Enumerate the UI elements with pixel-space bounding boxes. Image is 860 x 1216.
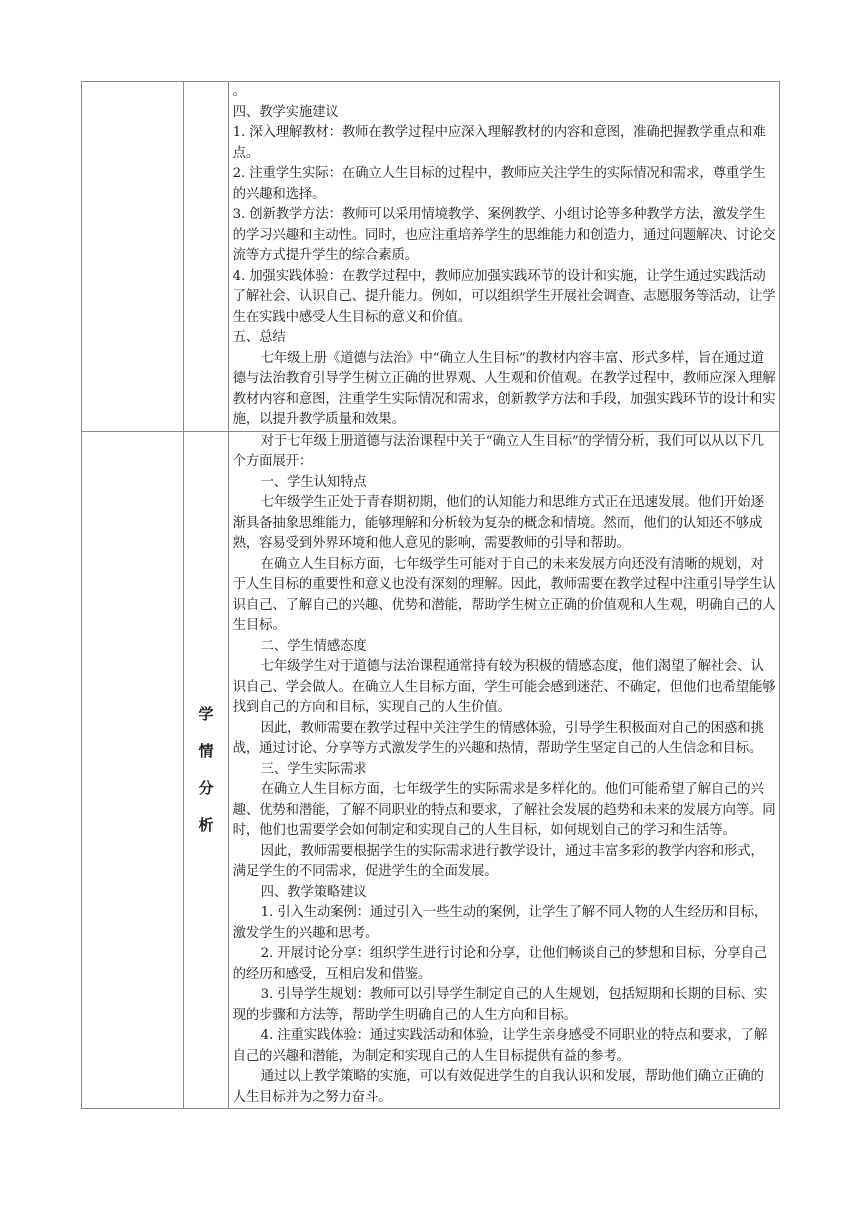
row-label-char: 情 — [198, 741, 214, 760]
list-item: 1. 深入理解教材：教师在教学过程中应深入理解教材的内容和意图，准确把握教学重点和难点。 — [232, 125, 766, 161]
paragraph: 七年级学生对于道德与法治课程通常持有较为积极的情感态度，他们渴望了解社会、认识自己、学会做人。在确立人生目标方面，学生可能会感到迷茫、不确定，但他们也希望能够找到自己的方向和目标，实现自己的人生价值。 — [232, 659, 776, 715]
list-item: 3. 引导学生规划：教师可以引导学生制定自己的人生规划，包括短期和长期的目标、实现的步骤和方法等，帮助学生明确自己的人生方向和目标。 — [232, 987, 768, 1023]
paragraph: 在确立人生目标方面，七年级学生的实际需求是多样化的。他们可能希望了解自己的兴趣、优势和潜能，了解不同职业的特点和要求，了解社会发展的趋势和未来的发展方向等。同时，他们也需要学会如何制定和实现自己的人生目标，如何规划自己的学习和生活等。 — [232, 782, 776, 838]
paragraph: 七年级学生正处于青春期初期，他们的认知能力和思维方式正在迅速发展。他们开始逐渐具备抽象思维能力，能够理解和分析较为复杂的概念和情境。然而，他们的认知还不够成熟，容易受到外界环境和他人意见的影响，需要教师的引导和帮助。 — [232, 495, 764, 551]
row-label-char: 分 — [198, 778, 214, 797]
list-item: 1. 引入生动案例：通过引入一些生动的案例，让学生了解不同人物的人生经历和目标，激发学生的兴趣和思考。 — [232, 905, 768, 941]
paragraph: 在确立人生目标方面，七年级学生可能对于自己的未来发展方向还没有清晰的规划，对于人生目标的重要性和意义也没有深刻的理解。因此，教师需要在教学过程中注重引导学生认识自己、了解自己的兴趣、优势和潜能，帮助学生树立正确的价值观和人生观，明确自己的人生目标。 — [232, 556, 776, 633]
intro-paragraph: 对于七年级上册道德与法治课程中关于“确立人生目标”的学情分析，我们可以从以下几个方面展开： — [232, 433, 764, 469]
list-item: 3. 创新教学方法：教师可以采用情境教学、案例教学、小组讨论等多种教学方法，激发学生的学习兴趣和主动性。同时，也应注重培养学生的思维能力和创造力，通过问题解决、讨论交流等方式提升学生的综合素质。 — [232, 207, 776, 263]
table-row-top — [82, 82, 780, 432]
empty-cell-left — [82, 431, 184, 1109]
row-label-cell — [184, 431, 228, 1109]
document-page — [81, 81, 780, 1109]
continued-text: 。 — [232, 84, 246, 99]
summary-paragraph: 七年级上册《道德与法治》中“确立人生目标”的教材内容丰富、形式多样，旨在通过道德与法治教育引导学生树立正确的世界观、人生观和价值观。在教学过程中，教师应深入理解教材内容和意图，注重学生实际情况和需求，创新教学方法和手段，加强实践环节的设计和实施，以提升教学质量和效果。 — [232, 350, 776, 427]
list-item: 4. 注重实践体验：通过实践活动和体验，让学生亲身感受不同职业的特点和要求，了解自己的兴趣和潜能，为制定和实现自己的人生目标提供有益的参考。 — [232, 1028, 768, 1064]
section-heading: 三、学生实际需求 — [260, 761, 367, 777]
list-item: 4. 加强实践体验：在教学过程中，教师应加强实践环节的设计和实施，让学生通过实践活动了解社会、认识自己、提升能力。例如，可以组织学生开展社会调查、志愿服务等活动，让学生在实践中感受人生目标的意义和价值。 — [232, 268, 776, 325]
closing-paragraph: 通过以上教学策略的实施，可以有效促进学生的自我认识和发展，帮助他们确立正确的人生目标并为之努力奋斗。 — [232, 1069, 764, 1105]
row-label-char: 学 — [198, 704, 214, 723]
section-heading: 五、总结 — [232, 330, 286, 345]
teaching-suggestions-cell — [228, 82, 779, 432]
paragraph: 因此，教师需要在教学过程中关注学生的情感体验，引导学生积极面对自己的困惑和挑战，通过讨论、分享等方式激发学生的兴趣和热情，帮助学生坚定自己的人生信念和目标。 — [232, 720, 764, 756]
section-heading: 四、教学实施建议 — [232, 104, 339, 120]
analysis-content-cell — [228, 431, 779, 1109]
list-item: 2. 注重学生实际：在确立人生目标的过程中，教师应关注学生的实际情况和需求，尊重学生的兴趣和选择。 — [232, 166, 766, 202]
empty-cell-left — [82, 82, 184, 432]
section-heading: 二、学生情感态度 — [260, 638, 367, 654]
row-label-char: 析 — [198, 815, 214, 834]
table-row-analysis — [82, 431, 780, 1109]
section-heading: 一、学生认知特点 — [260, 474, 367, 490]
list-item: 2. 开展讨论分享：组织学生进行讨论和分享，让他们畅谈自己的梦想和目标，分享自己的经历和感受，互相启发和借鉴。 — [232, 946, 768, 982]
paragraph: 因此，教师需要根据学生的实际需求进行教学设计，通过丰富多彩的教学内容和形式，满足学生的不同需求，促进学生的全面发展。 — [232, 843, 764, 879]
lesson-plan-table — [81, 81, 780, 1109]
empty-cell-label — [184, 82, 228, 432]
section-heading: 四、教学策略建议 — [260, 884, 367, 900]
